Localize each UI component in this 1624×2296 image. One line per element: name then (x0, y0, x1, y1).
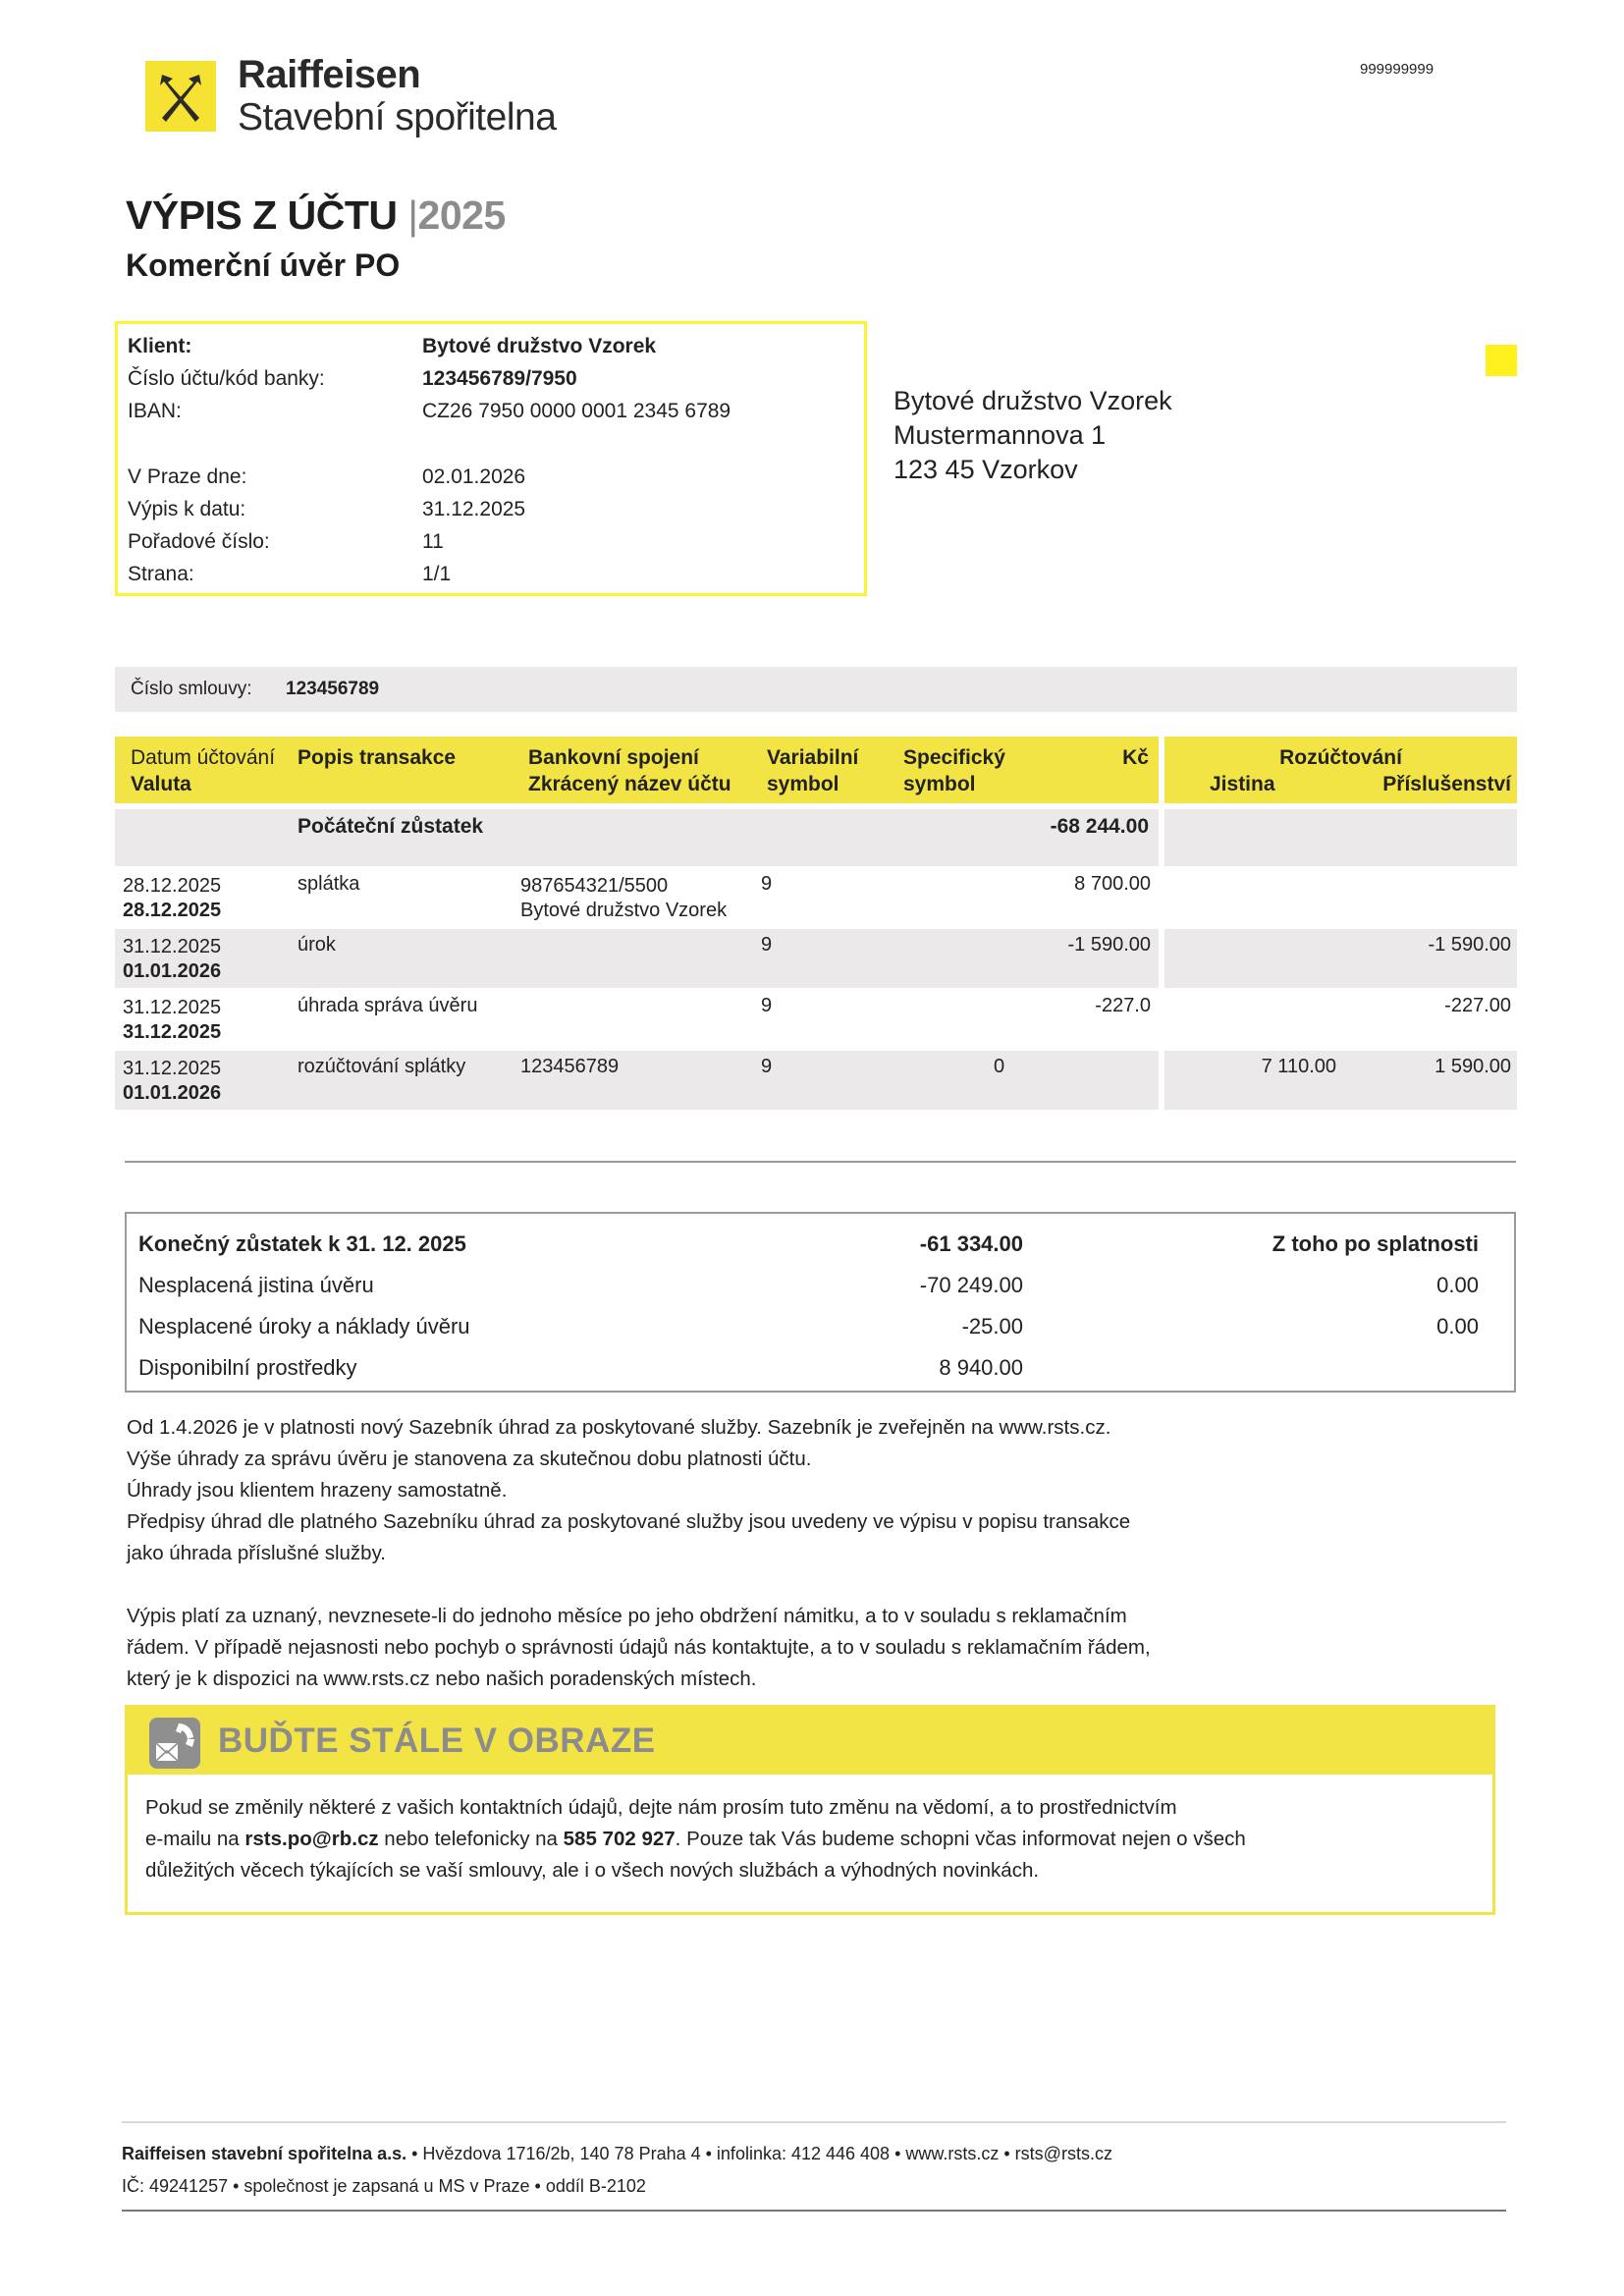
statement-date-value: 31.12.2025 (422, 498, 526, 520)
note-paragraph: Výše úhrady za správu úvěru je stanovena za skutečnou dobu platnosti účtu. (127, 1448, 812, 1470)
corner-marker (1486, 345, 1517, 376)
sequence-label: Pořadové číslo: (128, 530, 270, 553)
principal-amount: 7 110.00 (1261, 1056, 1336, 1077)
final-balance-value: -61 334.00 (919, 1231, 1023, 1256)
th-ss-line2: symbol (903, 773, 976, 795)
th-accessories: Příslušenství (1382, 773, 1511, 795)
contact-email-link[interactable]: rsts.po@rb.cz (244, 1828, 379, 1850)
table-row (115, 1051, 1159, 1110)
table-row-allocation (1164, 868, 1517, 927)
bank-name: Bytové družstvo Vzorek (520, 900, 728, 921)
description: rozúčtování splátky (298, 1056, 466, 1077)
note-paragraph: řádem. V případě nejasnosti nebo pochyb o správnosti údajů nás kontaktujte, a to v souladu s reklamačním řádem, (127, 1636, 1151, 1659)
note-paragraph: Výpis platí za uznaný, nevznesete-li do jednoho měsíce po jeho obdržení námitku, a to v souladu s reklamačním (127, 1605, 1127, 1627)
contract-number-bar (115, 667, 1517, 712)
footer-company-line (122, 2144, 1112, 2164)
banner-text-segment: e-mailu na (145, 1828, 245, 1850)
brand-logo (145, 61, 216, 132)
date-posting: 31.12.2025 (123, 1058, 222, 1079)
th-amount: Kč (1122, 746, 1149, 769)
raiffeisen-gable-cross-icon (145, 61, 216, 132)
banner-text (145, 1792, 1451, 1886)
address-line1: Bytové družstvo Vzorek (893, 386, 1172, 415)
title-text: VÝPIS Z ÚČTU (126, 192, 398, 238)
client-label: Klient: (128, 335, 192, 357)
contract-value: 123456789 (286, 679, 380, 699)
th-ss-line1: Specifický (903, 746, 1005, 769)
bank-account: 123456789 (520, 1056, 620, 1077)
date-value: 01.01.2026 (123, 960, 222, 982)
amount: -227.0 (1095, 995, 1151, 1016)
iban-value: CZ26 7950 0000 0001 2345 6789 (422, 400, 731, 422)
summary-overdue: 0.00 (1436, 1314, 1479, 1339)
summary-overdue: 0.00 (1436, 1273, 1479, 1297)
notes (127, 1412, 1256, 1695)
table-header-allocation (1164, 737, 1517, 803)
note-paragraph: Od 1.4.2026 je v platnosti nový Sazebník úhrad za poskytované služby. Sazebník je zveřejněn na www.rsts.cz. (127, 1416, 1111, 1439)
banner-line: Pokud se změnily některé z vašich kontaktních údajů, dejte nám prosím tuto změnu na vědomí, a to prostřednictvím (145, 1796, 1177, 1819)
footer-bottom-divider (122, 2210, 1506, 2212)
summary-label: Disponibilní prostředky (138, 1355, 357, 1380)
date-value: 28.12.2025 (123, 900, 222, 921)
th-bank-line1: Bankovní spojení (528, 746, 699, 769)
th-date-value: Valuta (131, 773, 191, 795)
page-title (126, 192, 506, 239)
table-header (115, 737, 1159, 803)
summary-label: Nesplacená jistina úvěru (138, 1273, 374, 1297)
account-label: Číslo účtu/kód banky: (128, 367, 325, 390)
statement-date-label: Výpis k datu: (128, 498, 246, 520)
accessories-amount: -227.00 (1444, 995, 1511, 1016)
table-row-allocation (1164, 990, 1517, 1049)
th-allocation: Rozúčtování (1279, 746, 1402, 769)
date-value: 01.01.2026 (123, 1082, 222, 1104)
place-date-label: V Praze dne: (128, 465, 247, 488)
date-value: 31.12.2025 (123, 1021, 222, 1043)
variable-symbol: 9 (761, 873, 773, 895)
footer-contacts: • Hvězdova 1716/2b, 140 78 Praha 4 • infolinka: 412 446 408 • www.rsts.cz • rsts@rsts.cz (406, 2144, 1112, 2163)
accessories-amount: 1 590.00 (1435, 1056, 1511, 1077)
banner-line: důležitých věcech týkajících se vaší smlouvy, ale i o všech nových službách a výhodných novinkách. (145, 1859, 1040, 1882)
section-divider (125, 1161, 1516, 1163)
banner-text-segment: . Pouze tak Vás budeme schopni včas informovat nejen o všech (675, 1828, 1246, 1850)
account-value: 123456789/7950 (422, 367, 577, 390)
final-balance-label: Konečný zůstatek k 31. 12. 2025 (138, 1231, 466, 1256)
description: úrok (298, 934, 336, 956)
page-label: Strana: (128, 563, 194, 585)
variable-symbol: 9 (761, 995, 773, 1016)
sequence-value: 11 (422, 530, 444, 553)
brand-name: Raiffeisen (238, 53, 421, 96)
title-separator: | (407, 192, 418, 238)
summary-value: -70 249.00 (919, 1273, 1023, 1297)
table-row (115, 929, 1159, 988)
iban-label: IBAN: (128, 400, 182, 422)
variable-symbol: 9 (761, 934, 773, 956)
note-paragraph: který je k dispozici na www.rsts.cz nebo našich poradenských místech. (127, 1667, 757, 1690)
th-description: Popis transakce (298, 746, 457, 769)
opening-balance-row (115, 809, 1159, 866)
opening-amount: -68 244.00 (1050, 815, 1149, 838)
contact-phone: 585 702 927 (563, 1828, 676, 1850)
th-vs-line1: Variabilní (767, 746, 859, 769)
amount: -1 590.00 (1067, 934, 1151, 956)
overdue-header: Z toho po splatnosti (1272, 1231, 1479, 1256)
summary-label: Nesplacené úroky a náklady úvěru (138, 1314, 470, 1339)
description: úhrada správa úvěru (298, 995, 478, 1016)
recipient-address (893, 384, 1172, 487)
variable-symbol: 9 (761, 1056, 773, 1077)
note-spacer (127, 1569, 1256, 1601)
description: splátka (298, 873, 360, 895)
brand-tagline: Stavební spořitelna (238, 96, 557, 138)
phone-mail-icon (149, 1718, 200, 1769)
table-row-allocation (1164, 1051, 1517, 1110)
footer-divider (122, 2121, 1506, 2123)
th-vs-line2: symbol (767, 773, 839, 795)
th-date-posting: Datum účtování (131, 746, 276, 769)
table-row (115, 990, 1159, 1049)
document-number: 999999999 (1360, 61, 1435, 78)
address-line3: 123 45 Vzorkov (893, 455, 1078, 484)
date-posting: 31.12.2025 (123, 997, 222, 1018)
account-info-box (115, 321, 867, 596)
opening-label: Počáteční zůstatek (298, 815, 484, 838)
banner-text-segment: nebo telefonicky na (378, 1828, 564, 1850)
opening-balance-allocation (1164, 809, 1517, 866)
th-bank-line2: Zkrácený název účtu (528, 773, 731, 795)
summary-value: -25.00 (961, 1314, 1023, 1339)
footer-registration: IČ: 49241257 • společnost je zapsaná u MS v Praze • oddíl B-2102 (122, 2176, 646, 2196)
table-row-allocation (1164, 929, 1517, 988)
contact-update-banner (125, 1705, 1495, 1915)
page-value: 1/1 (422, 563, 452, 585)
note-paragraph: Předpisy úhrad dle platného Sazebníku úhrad za poskytované služby jsou uvedeny ve výpisu v popisu transakce (127, 1510, 1131, 1533)
note-paragraph: Úhrady jsou klientem hrazeny samostatně. (127, 1479, 508, 1502)
place-date-value: 02.01.2026 (422, 465, 526, 488)
date-posting: 31.12.2025 (123, 936, 222, 957)
title-year: 2025 (417, 192, 506, 238)
specific-symbol: 0 (994, 1056, 1005, 1077)
banner-title: BUĎTE STÁLE V OBRAZE (218, 1722, 656, 1760)
accessories-amount: -1 590.00 (1428, 934, 1511, 956)
address-line2: Mustermannova 1 (893, 420, 1107, 450)
client-value: Bytové družstvo Vzorek (422, 335, 657, 357)
amount: 8 700.00 (1074, 873, 1151, 895)
page-subtitle: Komerční úvěr PO (126, 247, 401, 283)
table-row (115, 868, 1159, 927)
bank-account: 987654321/5500 (520, 875, 669, 897)
note-paragraph: jako úhrada příslušné služby. (127, 1542, 386, 1564)
banner-line (145, 1824, 1451, 1855)
banner-header (128, 1708, 1492, 1775)
date-posting: 28.12.2025 (123, 875, 222, 897)
summary-value: 8 940.00 (939, 1355, 1023, 1380)
th-principal: Jistina (1210, 773, 1275, 795)
contract-label: Číslo smlouvy: (131, 679, 252, 699)
balance-summary (125, 1212, 1516, 1393)
footer-company: Raiffeisen stavební spořitelna a.s. (122, 2144, 407, 2163)
